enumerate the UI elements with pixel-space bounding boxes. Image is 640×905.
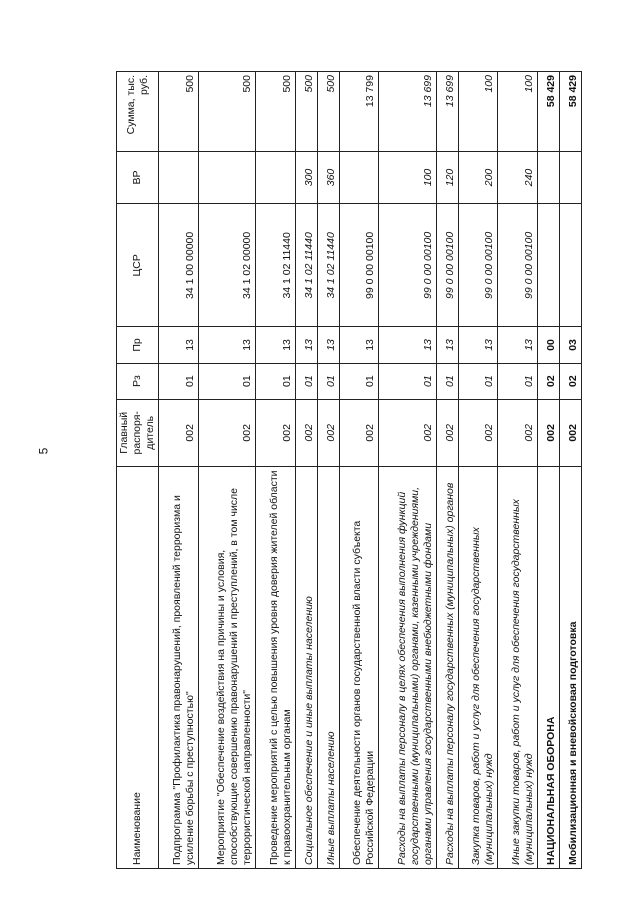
table-body bbox=[159, 72, 582, 869]
cell-rz: 01 bbox=[159, 363, 199, 399]
header-grbs: Главный распоря-дитель bbox=[117, 399, 159, 466]
cell-grbs: 002 bbox=[159, 399, 199, 466]
cell-sum: 500 bbox=[256, 72, 296, 152]
cell-csr: 34 1 02 00000 bbox=[198, 204, 255, 327]
cell-pr: 13 bbox=[379, 327, 436, 363]
cell-csr: 34 1 02 11440 bbox=[295, 204, 317, 327]
cell-csr: 34 1 00 00000 bbox=[159, 204, 199, 327]
cell-rz: 01 bbox=[379, 363, 436, 399]
cell-csr: 99 0 00 00100 bbox=[379, 204, 436, 327]
cell-csr: 99 0 00 00100 bbox=[436, 204, 458, 327]
cell-rz: 01 bbox=[256, 363, 296, 399]
cell-vr bbox=[559, 151, 581, 204]
cell-grbs: 002 bbox=[198, 399, 255, 466]
cell-rz: 02 bbox=[538, 363, 560, 399]
cell-pr: 13 bbox=[458, 327, 498, 363]
table-row bbox=[436, 72, 458, 869]
cell-sum: 58 429 bbox=[559, 72, 581, 152]
table-row bbox=[339, 72, 379, 869]
cell-sum: 500 bbox=[295, 72, 317, 152]
cell-csr: 99 0 00 00100 bbox=[339, 204, 379, 327]
table-row bbox=[159, 72, 199, 869]
cell-csr: 99 0 00 00100 bbox=[498, 204, 538, 327]
budget-table-rotated bbox=[116, 71, 582, 869]
cell-name: НАЦИОНАЛЬНАЯ ОБОРОНА bbox=[538, 466, 560, 868]
cell-pr: 13 bbox=[317, 327, 339, 363]
cell-name: Иные выплаты населению bbox=[317, 466, 339, 868]
cell-name: Мероприятие "Обеспечение воздействия на причины и условия, способствующие совершению правонарушений и преступлений, в том числе террористической направленности" bbox=[198, 466, 255, 868]
cell-rz: 02 bbox=[559, 363, 581, 399]
table-row bbox=[379, 72, 436, 869]
header-name: Наименование bbox=[117, 466, 159, 868]
table-row bbox=[498, 72, 538, 869]
cell-vr: 240 bbox=[498, 151, 538, 204]
budget-table bbox=[116, 71, 582, 869]
cell-name: Обеспечение деятельности органов государственной власти субъекта Российской Федерации bbox=[339, 466, 379, 868]
cell-sum: 58 429 bbox=[538, 72, 560, 152]
cell-sum: 500 bbox=[317, 72, 339, 152]
cell-rz: 01 bbox=[317, 363, 339, 399]
cell-name: Проведение мероприятий с целью повышения уровня доверия жителей области к правоохранительным органам bbox=[256, 466, 296, 868]
cell-sum: 13 699 bbox=[436, 72, 458, 152]
cell-vr: 300 bbox=[295, 151, 317, 204]
cell-vr bbox=[339, 151, 379, 204]
cell-pr: 00 bbox=[538, 327, 560, 363]
cell-pr: 13 bbox=[159, 327, 199, 363]
cell-vr bbox=[198, 151, 255, 204]
cell-pr: 03 bbox=[559, 327, 581, 363]
cell-name: Подпрограмма "Профилактика правонарушений, проявлений терроризма и усиление борьбы с преступностью" bbox=[159, 466, 199, 868]
cell-rz: 01 bbox=[458, 363, 498, 399]
cell-vr: 360 bbox=[317, 151, 339, 204]
cell-grbs: 002 bbox=[458, 399, 498, 466]
cell-grbs: 002 bbox=[436, 399, 458, 466]
cell-pr: 13 bbox=[498, 327, 538, 363]
cell-pr: 13 bbox=[436, 327, 458, 363]
cell-rz: 01 bbox=[436, 363, 458, 399]
table-row bbox=[198, 72, 255, 869]
cell-sum: 100 bbox=[498, 72, 538, 152]
cell-name: Расходы на выплаты персоналу в целях обеспечения выполнения функций государственными (муниципальными) органами, казенными учреждениями, органами управления государственными внебюджетными фондами bbox=[379, 466, 436, 868]
cell-grbs: 002 bbox=[559, 399, 581, 466]
cell-csr bbox=[538, 204, 560, 327]
table-row bbox=[538, 72, 560, 869]
cell-rz: 01 bbox=[198, 363, 255, 399]
header-sum: Сумма, тыс. руб. bbox=[117, 72, 159, 152]
cell-name: Закупка товаров, работ и услуг для обеспечения государственных (муниципальных) нужд bbox=[458, 466, 498, 868]
cell-name: Мобилизационная и вневойсковая подготовка bbox=[559, 466, 581, 868]
table-row bbox=[458, 72, 498, 869]
cell-name: Расходы на выплаты персоналу государственных (муниципальных) органов bbox=[436, 466, 458, 868]
cell-sum: 500 bbox=[198, 72, 255, 152]
cell-grbs: 002 bbox=[498, 399, 538, 466]
table-header-row bbox=[117, 72, 159, 869]
cell-pr: 13 bbox=[339, 327, 379, 363]
cell-csr: 99 0 00 00100 bbox=[458, 204, 498, 327]
table-row bbox=[559, 72, 581, 869]
cell-pr: 13 bbox=[256, 327, 296, 363]
header-csr: ЦСР bbox=[117, 204, 159, 327]
cell-grbs: 002 bbox=[538, 399, 560, 466]
cell-sum: 500 bbox=[159, 72, 199, 152]
cell-pr: 13 bbox=[198, 327, 255, 363]
table-row bbox=[256, 72, 296, 869]
cell-name: Иные закупки товаров, работ и услуг для обеспечения государственных (муниципальных) нужд bbox=[498, 466, 538, 868]
cell-csr: 34 1 02 11440 bbox=[256, 204, 296, 327]
cell-grbs: 002 bbox=[317, 399, 339, 466]
cell-vr bbox=[256, 151, 296, 204]
cell-csr: 34 1 02 11440 bbox=[317, 204, 339, 327]
cell-vr: 200 bbox=[458, 151, 498, 204]
cell-rz: 01 bbox=[498, 363, 538, 399]
cell-grbs: 002 bbox=[379, 399, 436, 466]
table-row bbox=[317, 72, 339, 869]
cell-vr bbox=[538, 151, 560, 204]
cell-csr bbox=[559, 204, 581, 327]
cell-grbs: 002 bbox=[256, 399, 296, 466]
cell-grbs: 002 bbox=[339, 399, 379, 466]
cell-vr bbox=[159, 151, 199, 204]
cell-sum: 13 799 bbox=[339, 72, 379, 152]
cell-sum: 100 bbox=[458, 72, 498, 152]
cell-rz: 01 bbox=[339, 363, 379, 399]
cell-rz: 01 bbox=[295, 363, 317, 399]
header-pr: Пр bbox=[117, 327, 159, 363]
header-vr: ВР bbox=[117, 151, 159, 204]
cell-grbs: 002 bbox=[295, 399, 317, 466]
cell-vr: 120 bbox=[436, 151, 458, 204]
cell-pr: 13 bbox=[295, 327, 317, 363]
page-number: 5 bbox=[36, 447, 51, 455]
table-row bbox=[295, 72, 317, 869]
cell-sum: 13 699 bbox=[379, 72, 436, 152]
header-rz: Рз bbox=[117, 363, 159, 399]
cell-name: Социальное обеспечение и иные выплаты населению bbox=[295, 466, 317, 868]
cell-vr: 100 bbox=[379, 151, 436, 204]
